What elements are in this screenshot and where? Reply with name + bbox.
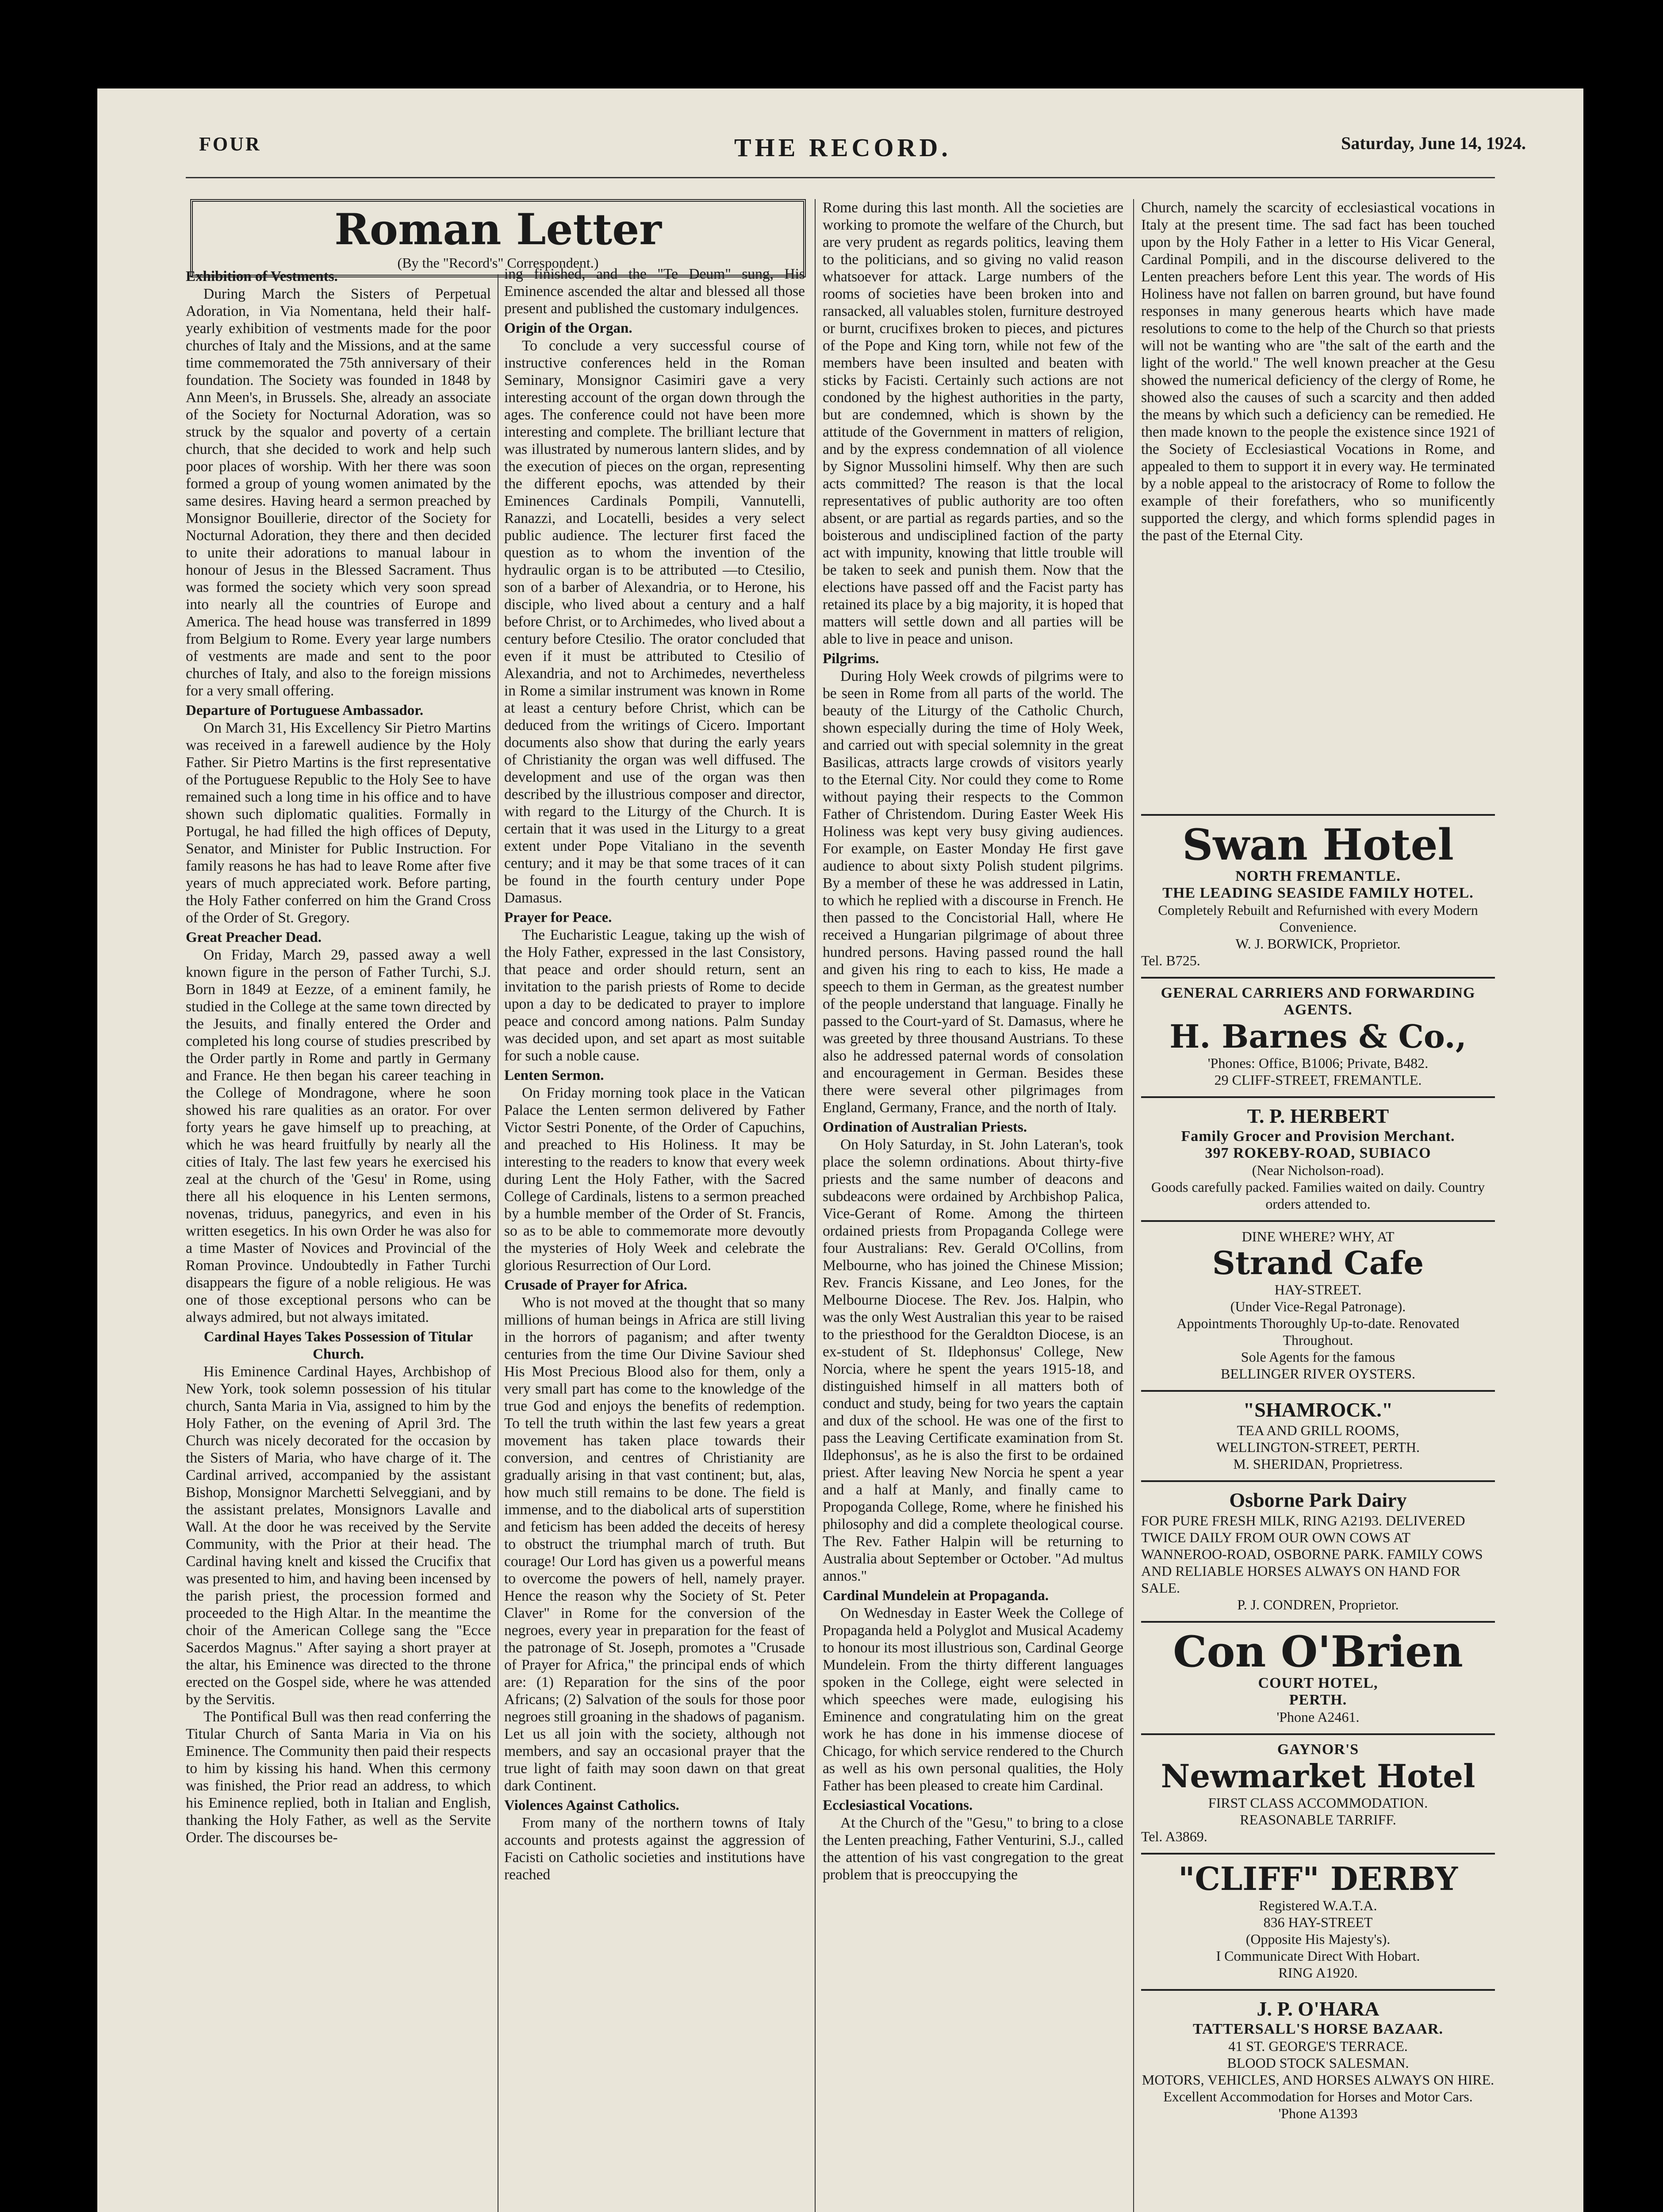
header-rule bbox=[186, 177, 1495, 178]
section-heading: Cardinal Mundelein at Propaganda. bbox=[823, 1588, 1049, 1604]
paragraph: On Friday, March 29, passed away a well known figure in the person of Father Turchi, S.J. Born in 1849 at Eezze, of a eminent family, he studied in the College at the same town directed by the Jesuits, and finally entered the Order and completed his long course of studies prescribed by the Order partly in Rome and partly in Germany and France. He then began his career teaching in the College of Mondragone, where he soon showed his rare qualities as an orator. For over forty years he gave himself up to preaching, at which he was heard fruitfully by nearly all the cities of Italy. The last few years he exercised his zeal at the church of the 'Gesu' in Rome, using there all his eloquence in his Lenten sermons, novenas, triduus, panegyrics, and even in his written esegetics. In his own Order he was also for a time Master of Novices and Provincial of the Roman Province. Undoubtedly in Father Turchi disappears the figure of a noble religious. He was one of those exceptional persons who can be always admired, but not always imitated. bbox=[186, 947, 491, 1325]
ad-shamrock: "SHAMROCK." TEA AND GRILL ROOMS, WELLINGTON-STREET, PERTH. M. SHERIDAN, Proprietress. bbox=[1141, 1392, 1495, 1482]
paragraph: On March 31, His Excellency Sir Pietro Martins was received in a farewell audience by the Holy Father. Sir Pietro Martins is the first representative of the Portuguese Republic to the Holy See to have remained such a long time in his office and to have shown such diplomatic qualities. Formally in Portugal, he had filled the high offices of Deputy, Senator, and Minister for Public Instruction. For family reasons he has had to leave Rome after five years of much appreciated work. Before parting, the Holy Father conferred on him the Grand Cross of the Order of St. Gregory. bbox=[186, 720, 491, 926]
section-heading: Ecclesiastical Vocations. bbox=[823, 1797, 973, 1813]
paragraph: To conclude a very successful course of instructive conferences held in the Roman Seminary, Monsignor Casimiri gave a very interesting account of the organ down through the ages. The conference could not have been more interesting and complete. The brilliant lecture that was illustrated by numerous lantern slides, and by the execution of pieces on the organ, representing the different epochs, was attended by their Eminences Cardinals Pompili, Vannutelli, Ranazzi, and Locatelli, besides a very select public audience. The lecturer first faced the question as to whom the invention of the hydraulic organ is to be attributed —to Ctesilio, son of a barber of Alexandria, or to Herone, his disciple, who lived about a century and a half before Christ, or to Archimedes, who lived about a century before Ctesilio. The orator concluded that even if it must be attributed to Ctesilio of Alexandria, and not to Archimedes, nevertheless in Rome a similar instrument was known in Rome at least a century before Christ, which can be deduced from the writings of Cicero. Important documents also show that during the early years of Christianity the organ was well diffused. The development and use of the organ was then described by the illustrious composer and director, with regard to the Liturgy of the Church. It is certain that it was used in the Liturgy to a great extent under Pope Vitaliano in the seventh century; and it may be that some traces of it can be found in the fourth century under Pope Damasus. bbox=[504, 338, 805, 906]
section-heading: Pilgrims. bbox=[823, 651, 879, 667]
column-divider bbox=[815, 199, 816, 2212]
paragraph: From many of the northern towns of Italy accounts and protests against the aggression of Facisti on Catholic societies and institutions have reached bbox=[504, 1815, 805, 1883]
column-1 bbox=[186, 265, 491, 2212]
column-2 bbox=[504, 265, 805, 2212]
section-heading: Great Preacher Dead. bbox=[186, 929, 322, 945]
column-divider bbox=[1133, 199, 1134, 2212]
newspaper-page bbox=[97, 88, 1583, 2212]
masthead: THE RECORD. bbox=[734, 133, 951, 162]
paragraph: His Eminence Cardinal Hayes, Archbishop of New York, took solemn possession of his titular church, Santa Maria in Via, assigned to him by the Holy Father, on the evening of April 3rd. The Church was nicely decorated for the occasion by the Sisters of Maria, who have charge of it. The Cardinal arrived, accompanied by the assistant Bishop, Monsignor Marchetti Selveggiani, and by the assistant prelates, Monsignors Lavalle and Wall. At the door he was received by the Servite Community, with the Prior at their head. The Cardinal having knelt and kissed the Crucifix that was presented to him, and having been incensed by the parish priest, the procession formed and proceeded to the High Altar. In the meantime the choir of the American College sang the "Ecce Sacerdos Magnus." After saying a short prayer at the altar, his Eminence was directed to the throne erected on the Gospel side, where he was attended by the Servitis. bbox=[186, 1363, 491, 1708]
paragraph: Church, namely the scarcity of ecclesiastical vocations in Italy at the present time. The sad fact has been touched upon by the Holy Father in a letter to His Vicar General, Cardinal Pompili, and in the discourse delivered to the Lenten preachers before Lent this year. The words of His Holiness have not fallen on barren ground, but have found responses in many generous hearts which have made resolutions to come to the help of the Church so that priests will not be wanting who are "the salt of the earth and the light of the world." The well known preacher at the Gesu showed the numerical deficiency of the clergy of Rome, he showed also the causes of such a scarcity and then added the means by which such a deficiency can be remedied. He then made known to the people the existence since 1921 of the Society of Ecclesiastical Vocations in Rome, and appealed to them to support it in every way. He terminated by a noble appeal to the aristocracy of Rome to follow the example of their forefathers, who so munificently supported the clergy, and which forms splendid pages in the past of the Eternal City. bbox=[1141, 200, 1495, 544]
paragraph: During March the Sisters of Perpetual Adoration, in Via Nomentana, held their half-yearly exhibition of vestments made for the poor churches of Italy and the Missions, and at the same time commemorated the 75th anniversary of their foundation. The Society was founded in 1848 by Ann Meen's, in Brussels. She, already an associate of the Society for Nocturnal Adoration, was so struck by the squalor and poverty of a certain church, that she decided to work and help such poor places of worship. With her there was soon formed a group of young women animated by the same desires. Having heard a sermon preached by Monsignor Bouillerie, director of the Society for Nocturnal Adoration, they there and then decided to unite their adorations to manual labour in honour of Jesus in the Blessed Sacrament. Thus was formed the society which very soon spread into nearly all the countries of Europe and America. The head house was transferred in 1899 from Belgium to Rome. Every year large numbers of vestments are made and sent to the poor churches of Italy, and also to the foreign missions for a very small offering. bbox=[186, 286, 491, 699]
ad-barnes: GENERAL CARRIERS AND FORWARDING AGENTS. H. Barnes & Co., 'Phones: Office, B1006; Private, B482. 29 CLIFF-STREET, FREMANTLE. bbox=[1141, 979, 1495, 1098]
paragraph: During Holy Week crowds of pilgrims were to be seen in Rome from all parts of the world. The beauty of the Liturgy of the Catholic Church, shown especially during the time of Holy Week, and carried out with special solemnity in the great Basilicas, attracts large crowds of visitors yearly to the Eternal City. Nor could they come to Rome without paying their respects to the Common Father of Christendom. During Easter Week His Holiness was kept very busy giving audiences. For example, on Easter Monday He first gave audience to about sixty Polish student pilgrims. By a member of these he was addressed in Latin, to which he replied with a discourse in French. He then passed to the Concistorial Hall, where He received a Hungarian pilgrimage of about three hundred persons. Having passed round the hall and given his ring to each to kiss, He made a speech to them in German, as the greatest number of the people understand that language. Finally he passed to the Court-yard of St. Damasus, where he was greeted by three thousand Austrians. To these also he addressed paternal words of consolation and encouragement in German. Besides these there were several other pilgrimages from England, Germany, France, and the north of Italy. bbox=[823, 668, 1123, 1116]
ad-newmarket-hotel: GAYNOR'S Newmarket Hotel FIRST CLASS ACCOMMODATION. REASONABLE TARRIFF. Tel. A3869. bbox=[1141, 1735, 1495, 1855]
section-heading: Exhibition of Vestments. bbox=[186, 269, 338, 284]
section-heading: Lenten Sermon. bbox=[504, 1068, 604, 1083]
paragraph: At the Church of the "Gesu," to bring to a close the Lenten preaching, Father Venturini, S.J., called the attention of his vast congregation to the great problem that is preoccupying the bbox=[823, 1815, 1123, 1883]
page-number: FOUR bbox=[199, 133, 261, 155]
ad-swan-hotel: Swan Hotel NORTH FREMANTLE. THE LEADING SEASIDE FAMILY HOTEL. Completely Rebuilt and Refurnished with every Modern Convenience. W. J. BORWICK, Proprietor. Tel. B725. bbox=[1141, 814, 1495, 979]
section-heading: Crusade of Prayer for Africa. bbox=[504, 1277, 687, 1293]
ad-herbert: T. P. HERBERT Family Grocer and Provision Merchant. 397 ROKEBY-ROAD, SUBIACO (Near Nicholson-road). Goods carefully packed. Families waited on daily. Country orders attended to. bbox=[1141, 1098, 1495, 1222]
paragraph: The Eucharistic League, taking up the wish of the Holy Father, expressed in the last Consistory, that peace and order should return, sent an invitation to the parish priests of Rome to decide upon a day to be dedicated to prayer to implore peace and concord among nations. Palm Sunday was decided upon, and set apart as most suitable for such a noble cause. bbox=[504, 927, 805, 1064]
article-title: Roman Letter bbox=[334, 204, 662, 254]
ad-strand-cafe: DINE WHERE? WHY, AT Strand Cafe HAY-STREET. (Under Vice-Regal Patronage). Appointments Thoroughly Up-to-date. Renovated Throughout. Sole Agents for the famous BELLINGER RIVER OYSTERS. bbox=[1141, 1222, 1495, 1392]
issue-date: Saturday, June 14, 1924. bbox=[1341, 133, 1526, 153]
advertisements bbox=[1141, 814, 1495, 2130]
ad-cliff-derby: "CLIFF" DERBY Registered W.A.T.A. 836 HAY-STREET (Opposite His Majesty's). I Communicate Direct With Hobart. RING A1920. bbox=[1141, 1855, 1495, 1991]
section-heading: Ordination of Australian Priests. bbox=[823, 1119, 1027, 1135]
section-heading: Cardinal Hayes Takes Possession of Titular Church. bbox=[203, 1329, 473, 1362]
paragraph: Who is not moved at the thought that so many millions of human beings in Africa are still living in the horrors of paganism; and after twenty centuries from the time Our Divine Saviour shed His Most Precious Blood also for them, only a very small part has come to the knowledge of the true God and enjoys the benefits of redemption. To tell the truth within the last few years a great movement has taken place towards their conversion, and centres of Christianity are gradually arising in that vast continent; but, alas, how much still remains to be done. The field is immense, and to the diabolical arts of superstition and feticism has been added the deceits of heresy to obstruct the triumphal march of truth. But courage! Our Lord has given us a powerful means to overcome the powers of hell, namely prayer. Hence the reason why the Society of St. Peter Claver" in Rome for the conversion of the negroes, every year in preparation for the feast of the patronage of St. Joseph, promotes a "Crusade of Prayer for Africa," the principal ends of which are: (1) Reparation for the sins of the poor Africans; (2) Salvation of the souls for those poor negroes still groaning in the shadows of paganism. Let us all join with the society, although not members, and say an occasional prayer that the true light of faith may soon dawn on that great dark Continent. bbox=[504, 1294, 805, 1794]
section-heading: Origin of the Organ. bbox=[504, 320, 632, 336]
paragraph: ing finished, and the "Te Deum" sung, His Eminence ascended the altar and blessed all those present and published the customary indulgences. bbox=[504, 266, 805, 317]
ad-con-obrien: Con O'Brien COURT HOTEL, PERTH. 'Phone A2461. bbox=[1141, 1623, 1495, 1735]
paragraph: On Wednesday in Easter Week the College of Propaganda held a Polyglot and Musical Academy to honour its most illustrious son, Cardinal George Mundelein. From the thirty different languages spoken in the College, eight were selected in which speeches were made, eulogising his Eminence and congratulating him on the great work he has done in his immense diocese of Chicago, for which service rendered to the Church as well as his own personal qualities, the Holy Father has been pleased to create him Cardinal. bbox=[823, 1605, 1123, 1794]
article-byline: (By the "Record's" Correspondent.) bbox=[397, 255, 599, 271]
paragraph: On Friday morning took place in the Vatican Palace the Lenten sermon delivered by Father Victor Sestri Ponente, of the Order of Capuchins, and preached to His Holiness. It may be interesting to the readers to know that every week during Lent the Holy Father, with the Sacred College of Cardinals, listens to a sermon preached by a humble member of the Order of St. Francis, so as to be able to commemorate more devoutly the mysteries of Holy Week and celebrate the glorious Resurrection of Our Lord. bbox=[504, 1085, 805, 1274]
section-heading: Departure of Portuguese Ambassador. bbox=[186, 703, 424, 718]
section-heading: Prayer for Peace. bbox=[504, 910, 612, 926]
ad-osborne-park-dairy: Osborne Park Dairy FOR PURE FRESH MILK, RING A2193. DELIVERED TWICE DAILY FROM OUR OWN COWS AT WANNEROO-ROAD, OSBORNE PARK. FAMILY COWS AND RELIABLE HORSES ALWAYS ON HAND FOR SALE. P. J. CONDREN, Proprietor. bbox=[1141, 1482, 1495, 1623]
ad-ohara: J. P. O'HARA TATTERSALL'S HORSE BAZAAR. 41 ST. GEORGE'S TERRACE. BLOOD STOCK SALESMAN. MOTORS, VEHICLES, AND HORSES ALWAYS ON HIRE. Excellent Accommodation for Horses and Motor Cars. 'Phone A1393 bbox=[1142, 1997, 1494, 2121]
paragraph: On Holy Saturday, in St. John Lateran's, took place the solemn ordinations. About thirty-five priests and the same number of deacons and subdeacons were ordained by Archbishop Palica, Vice-Gerant of Rome. Among the thirteen ordained priests from Propaganda College were four Australians: Rev. Gerald O'Collins, from Melbourne, who has joined the Chinese Mission; Rev. Francis Kissane, and Leo Jones, for the Melbourne Diocese. The Rev. Jos. Halpin, who was the only West Australian this year to be raised to the priesthood for the Geraldton Diocese, is an ex-student of St. Ildephonsus' College, New Norcia, where he spent the years 1915-18, and distinguished himself in all matters both of conduct and study, being for two years the captain and dux of the school. He was one of the first to pass the Leaving Certificate examination from St. Ildephonsus', as he is also the first to be ordained priest. After leaving New Norcia he spent a year and a half at Manly, and finally came to Propoganda College, Rome, where he finished his philosophy and did a complete theological course. The Rev. Father Halpin will be returning to Australia about September or October. "Ad multus annos." bbox=[823, 1137, 1123, 1584]
column-3 bbox=[823, 199, 1123, 2212]
paragraph: The Pontifical Bull was then read conferring the Titular Church of Santa Maria in Via on his Eminence. The Community then paid their respects to him by kissing his hand. When this cermony was finished, the Prior read an address, to which his Eminence replied, both in Italian and English, thanking the Holy Father, as well as the Servite Order. The discourses be- bbox=[186, 1709, 491, 1846]
section-heading: Violences Against Catholics. bbox=[504, 1797, 679, 1813]
paragraph: Rome during this last month. All the societies are working to promote the welfare of the Church, but are very prudent as regards politics, leaving them to the politicians, and so giving no valid reason whatsoever for attack. Large numbers of the rooms of societies have been broken into and ransacked, all valuables stolen, furniture destroyed or burnt, crucifixes broken to pieces, and pictures of the Pope and King torn, while not few of the members have been insulted and beaten with sticks by Facisti. Certainly such actions are not condoned by the highest authorities in the party, but are condemned, which is shown by the attitude of the Government in matters of religion, and by the express condemnation of all violence by Signor Mussolini himself. Why then are such acts committed? The reason is that the local representatives of public authority are too often absent, or are partial as regards parties, and so the boisterous and undisciplined faction of the party act with impunity, knowing that little trouble will be taken to seek and punish them. Now that the elections have passed off and the Facist party has retained its place by a big majority, it is hoped that matters will settle down and all parties will be able to live in peace and unison. bbox=[823, 200, 1123, 647]
column-4 bbox=[1141, 199, 1495, 805]
